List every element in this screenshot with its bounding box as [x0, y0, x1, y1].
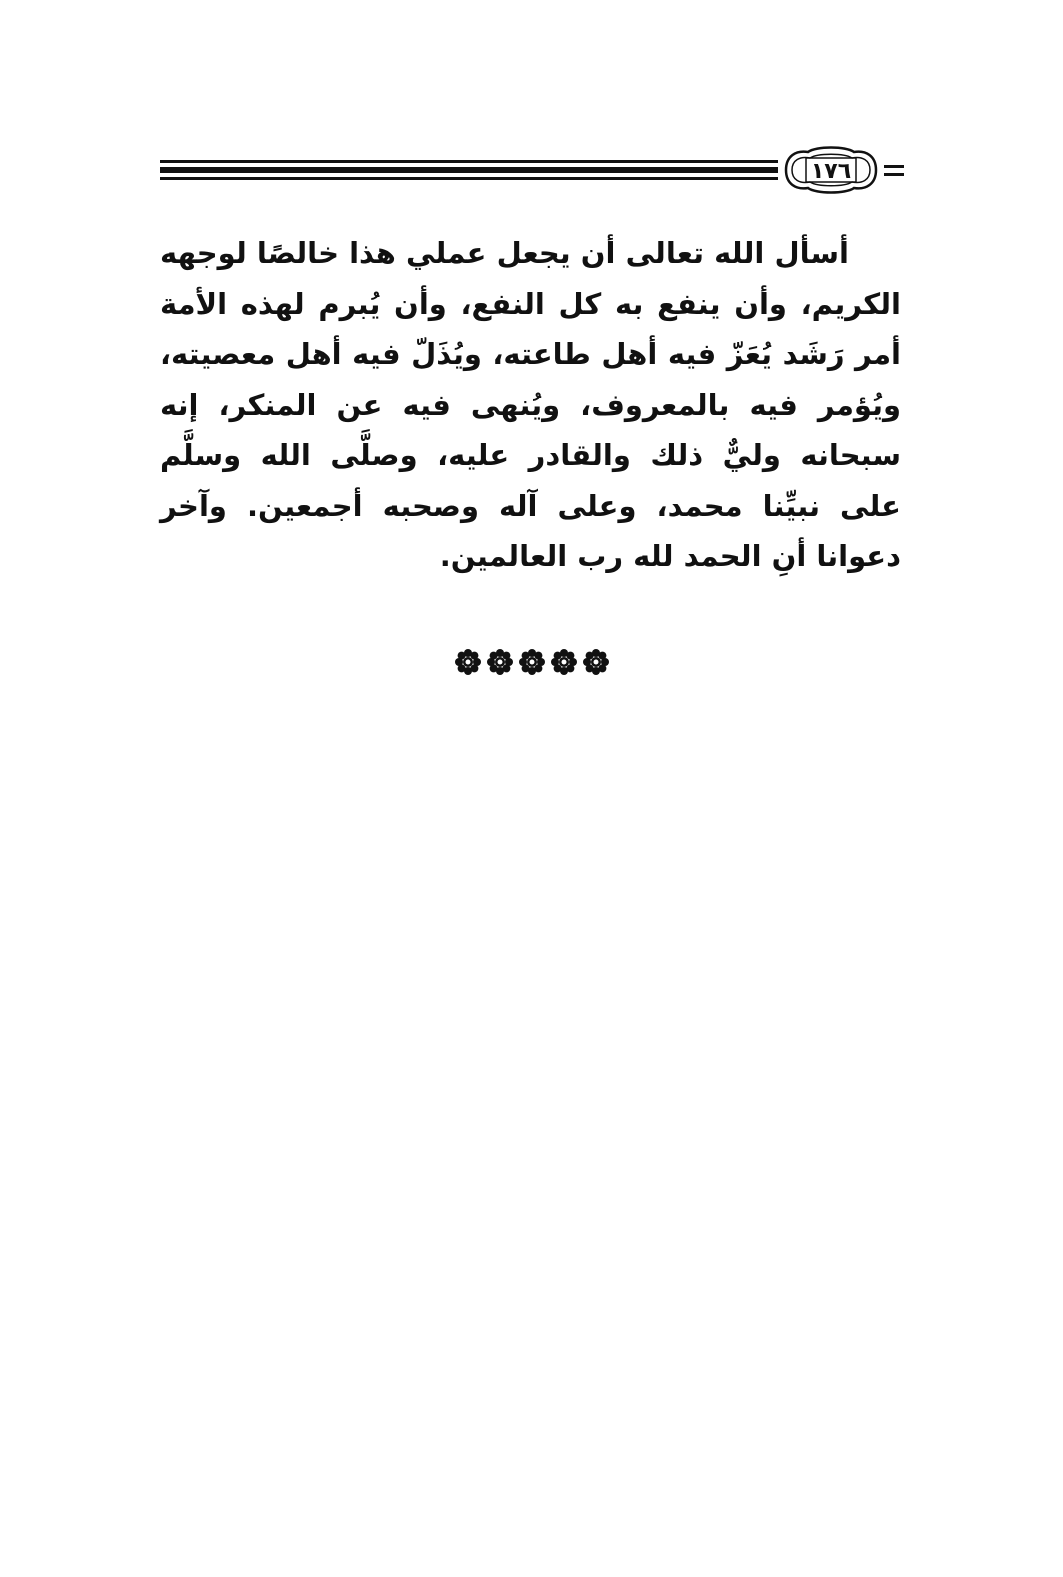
page-number: ١٧٦ — [810, 159, 852, 184]
ornamental-frame-icon — [786, 148, 876, 193]
header-rule-icon — [160, 146, 904, 198]
floral-star-icon — [550, 648, 578, 676]
floral-star-icon — [454, 648, 482, 676]
page-header — [160, 146, 904, 198]
floral-star-icon — [486, 648, 514, 676]
section-end-ornaments — [0, 648, 1063, 684]
floral-star-icon — [518, 648, 546, 676]
floral-star-icon — [582, 648, 610, 676]
body-paragraph: أسأل الله تعالى أن يجعل عملي هذا خالصًا لوجهه الكريم، وأن ينفع به كل النفع، وأن يُبرم لهذه الأمة أمر رَشَد يُعَزّ فيه أهل طاعته، ويُذَلّ فيه أهل معصيته، ويُؤمر فيه بالمعروف، ويُنهى فيه عن المنكر، إنه سبحانه وليٌّ ذلك والقادر عليه، وصلَّى الله وسلَّم على نبيِّنا محمد، وعلى آله وصحبه أجمعين. وآخر دعوانا أنِ الحمد لله رب العالمين. — [160, 236, 901, 573]
